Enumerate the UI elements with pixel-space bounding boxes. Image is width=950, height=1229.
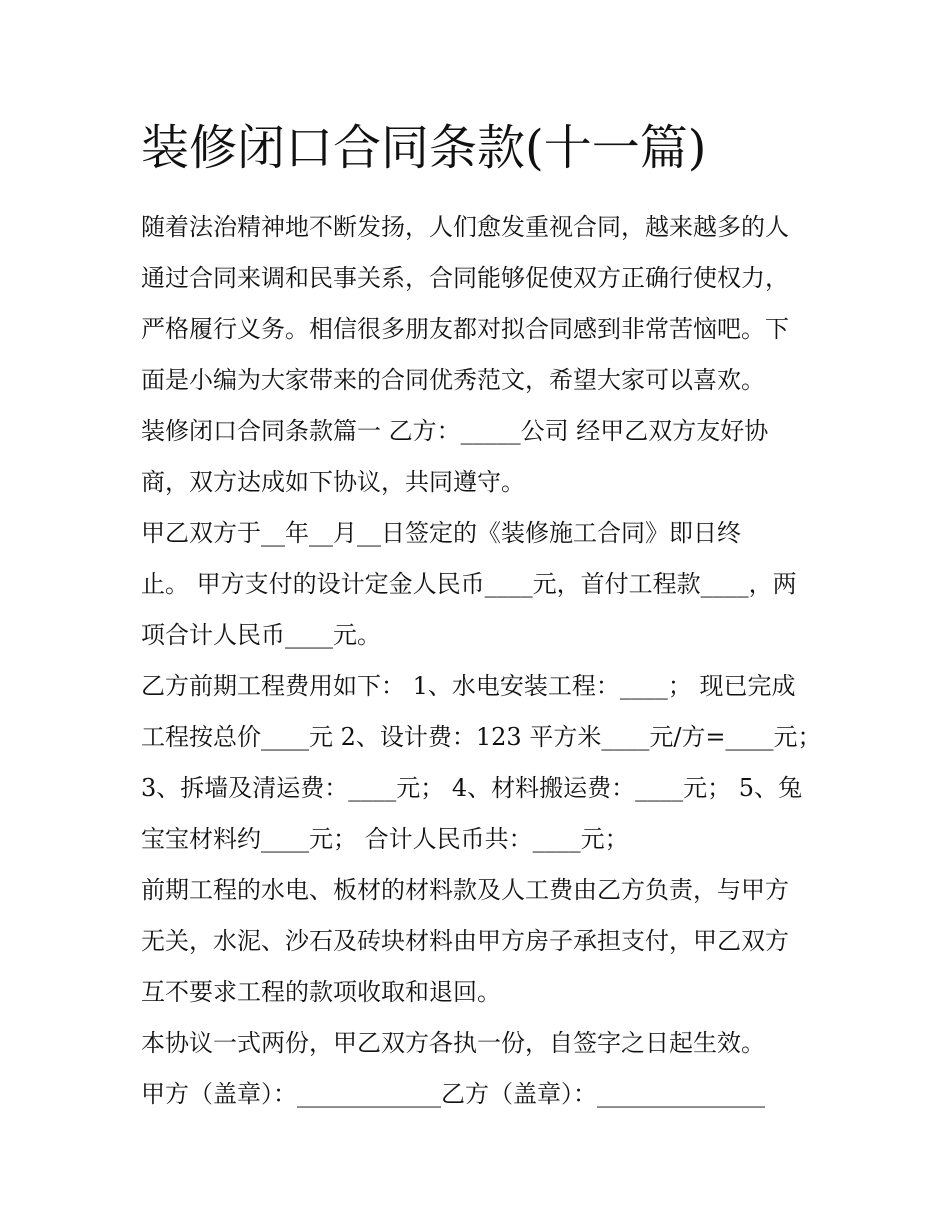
body-line-16: 互不要求工程的款项收取和退回。: [141, 978, 501, 1006]
body-line-14: 前期工程的水电、板材的材料款及人工费由乙方负责，与甲方: [141, 876, 789, 904]
body-line-11: 工程按总价____元 2、设计费：123 平方米____元/方=____元；: [141, 723, 822, 751]
body-line-5: 装修闭口合同条款篇一 乙方：_____公司 经甲乙双方友好协: [141, 417, 769, 445]
body-line-17: 本协议一式两份，甲乙双方各执一份，自签字之日起生效。: [141, 1029, 765, 1057]
body-line-7: 甲乙双方于__年__月__日签定的《装修施工合同》即日终: [141, 519, 741, 547]
document-body: [141, 202, 821, 1120]
body-line-12: 3、拆墙及清运费：____元； 4、材料搬运费：____元； 5、兔: [141, 774, 803, 802]
document-page: [141, 112, 821, 1120]
body-line-3: 严格履行义务。相信很多朋友都对拟合同感到非常苦恼吧。下: [141, 315, 789, 343]
body-line-1: 随着法治精神地不断发扬，人们愈发重视合同，越来越多的人: [141, 213, 789, 241]
body-line-15: 无关，水泥、沙石及砖块材料由甲方房子承担支付，甲乙双方: [141, 927, 789, 955]
body-line-10: 乙方前期工程费用如下： 1、水电安装工程：____； 现已完成: [141, 672, 796, 700]
body-line-9: 项合计人民币____元。: [141, 621, 381, 649]
body-line-13: 宝宝材料约____元； 合计人民币共：____元；: [141, 825, 629, 853]
body-line-4: 面是小编为大家带来的合同优秀范文，希望大家可以喜欢。: [141, 366, 765, 394]
body-line-6: 商，双方达成如下协议，共同遵守。: [141, 468, 525, 496]
body-line-8: 止。 甲方支付的设计定金人民币____元，首付工程款____，两: [141, 570, 797, 598]
body-line-2: 通过合同来调和民事关系，合同能够促使双方正确行使权力，: [141, 264, 789, 292]
signature-line: 甲方（盖章）：____________乙方（盖章）：______________: [141, 1080, 765, 1108]
document-title: 装修闭口合同条款(十一篇): [141, 120, 707, 176]
